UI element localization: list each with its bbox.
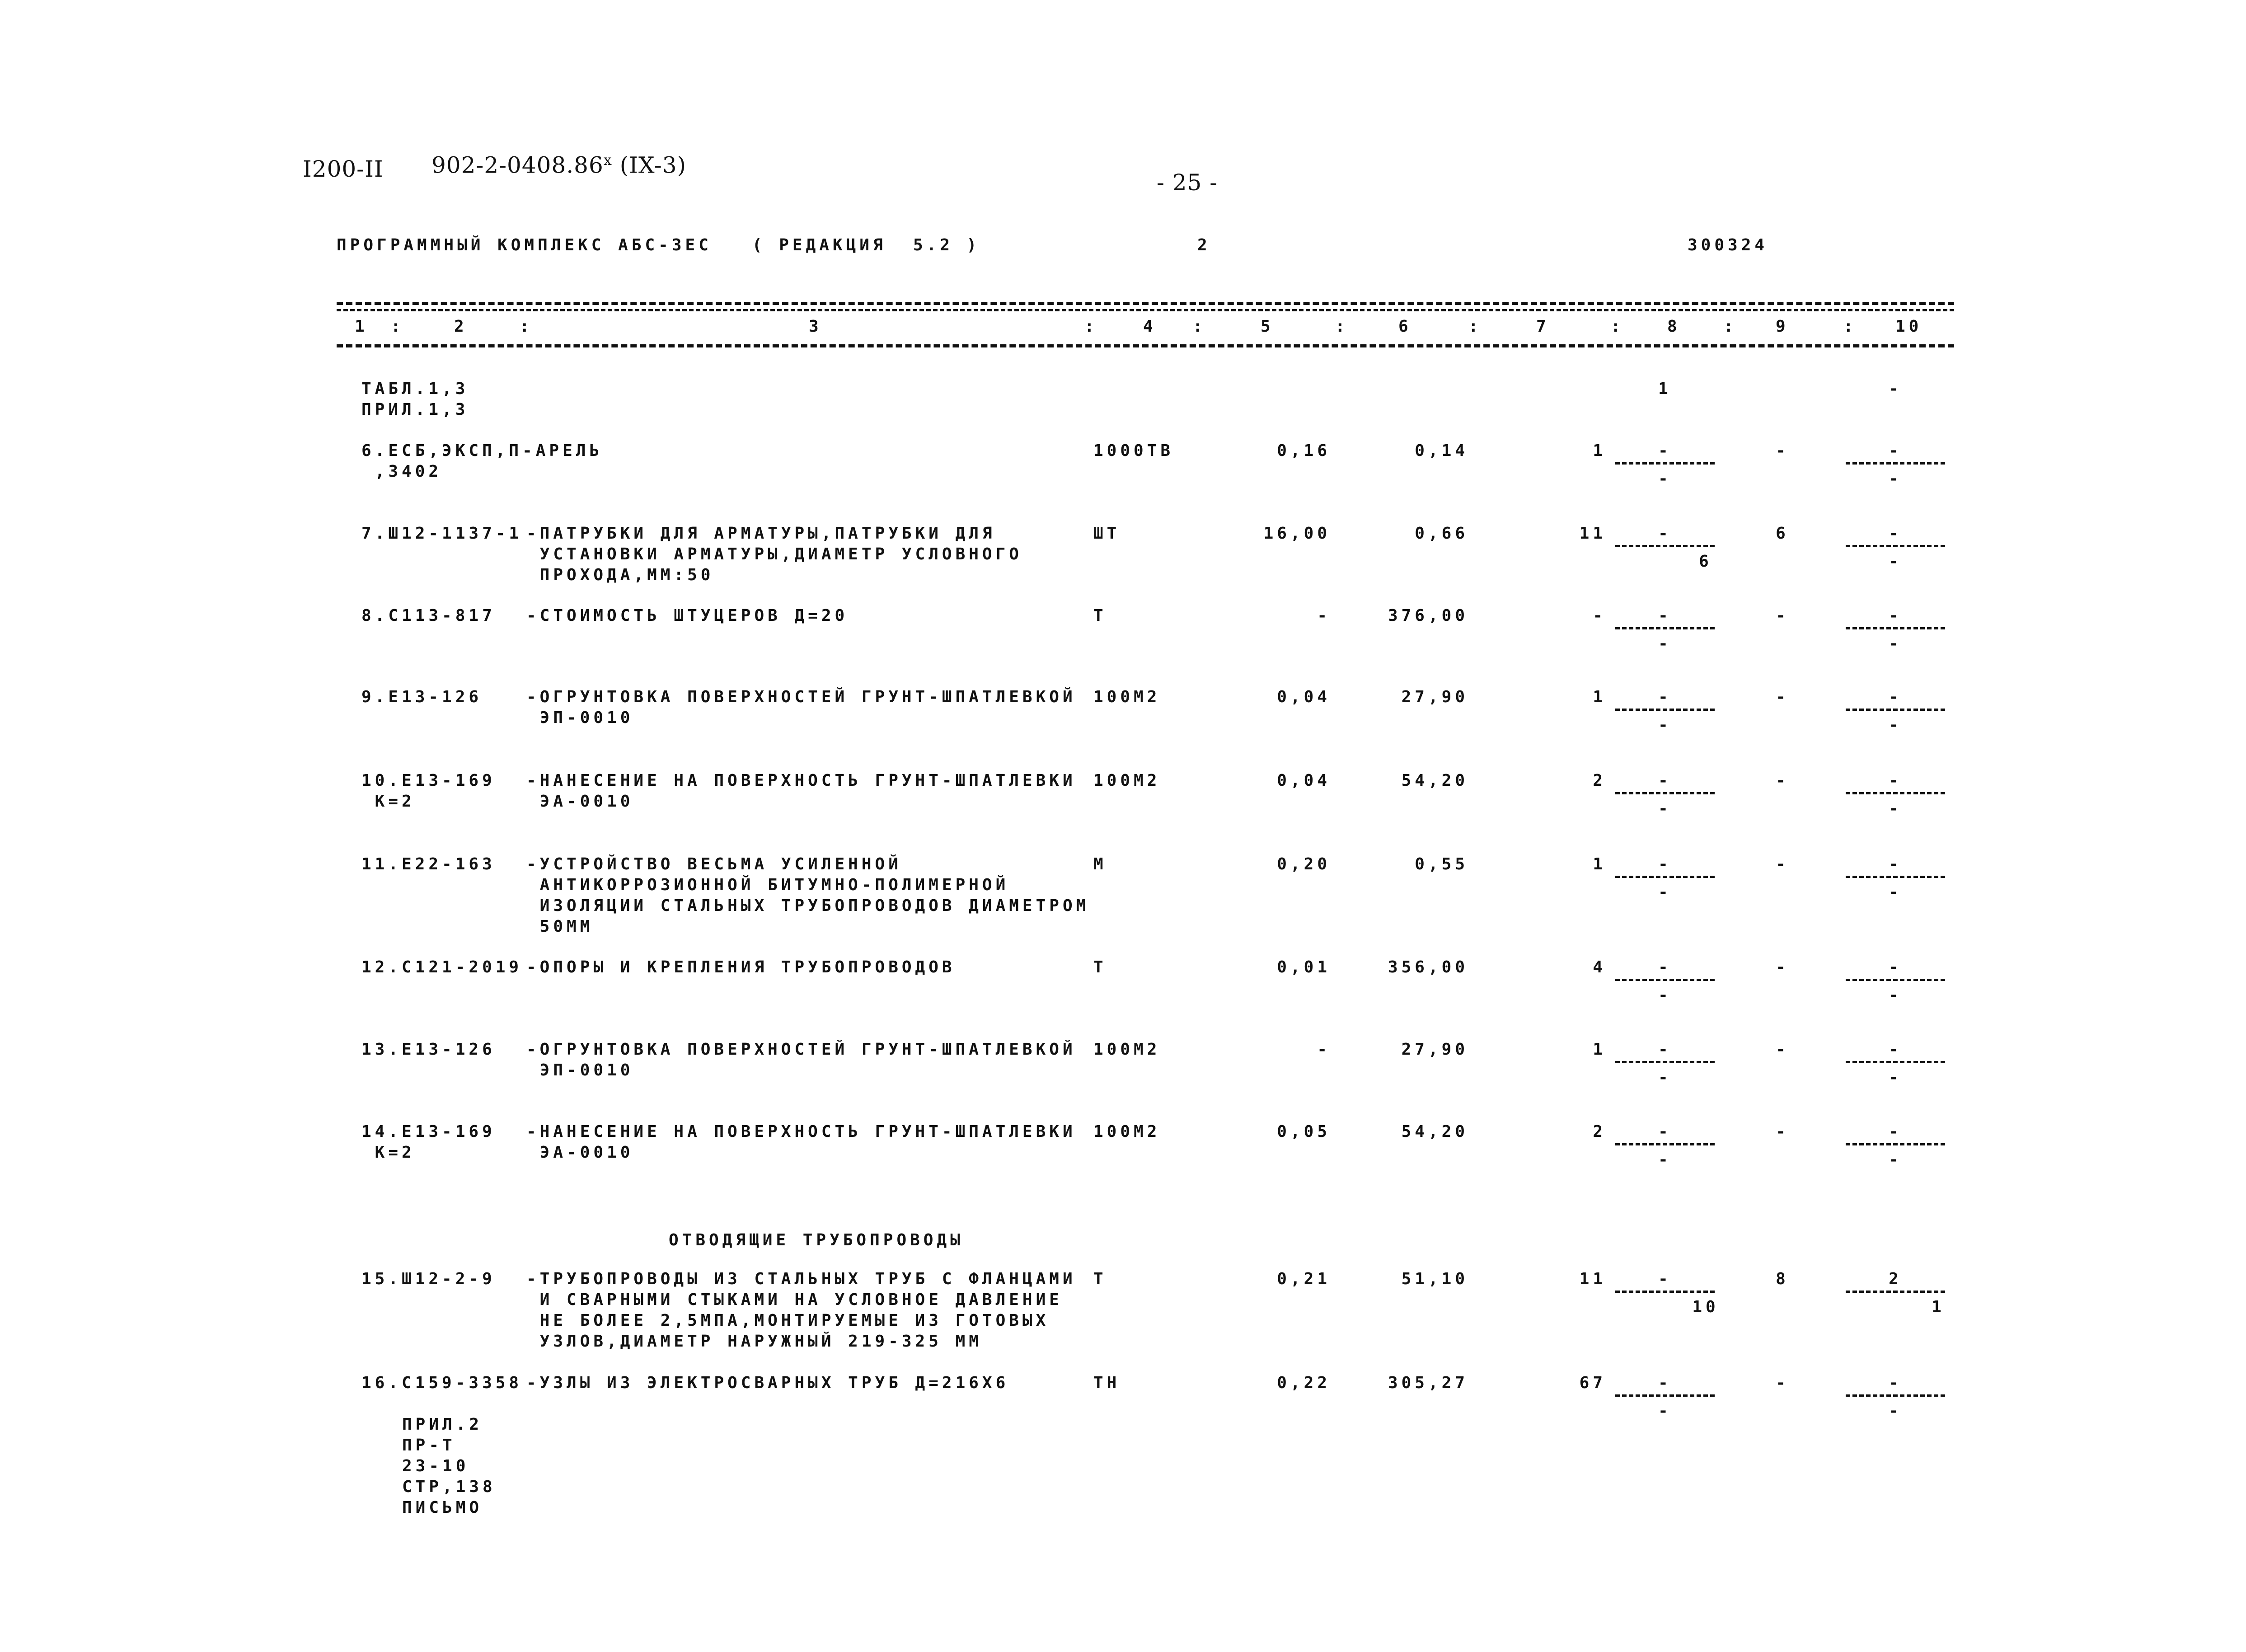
row-description: -ОГРУНТОВКА ПОВЕРХНОСТЕЙ ГРУНТ-ШПАТЛЕВКОЙ <box>526 688 1076 706</box>
row-col5: 0,16 <box>1277 441 1331 460</box>
row-description: ЭА-0010 <box>526 792 634 811</box>
row-col8-top: - <box>1658 1374 1672 1392</box>
row-col9: - <box>1776 958 1789 976</box>
row-col9: 6 <box>1776 524 1789 543</box>
fraction-line-col8 <box>1615 709 1715 711</box>
row-code: ПРИЛ.1,3 <box>361 400 469 419</box>
row-col9: - <box>1776 771 1789 790</box>
row-col8-top: - <box>1658 958 1672 976</box>
row-description: И СВАРНЫМИ СТЫКАМИ НА УСЛОВНОЕ ДАВЛЕНИЕ <box>526 1291 1063 1309</box>
row-description: -ПАТРУБКИ ДЛЯ АРМАТУРЫ,ПАТРУБКИ ДЛЯ <box>526 524 996 543</box>
row-col7: 1 <box>1593 1040 1606 1059</box>
footer-note: ПР-Т <box>402 1436 456 1455</box>
row-unit: 100М2 <box>1093 688 1161 706</box>
row-col8-bottom: - <box>1658 469 1672 488</box>
row-col8-bottom: - <box>1658 1150 1672 1169</box>
row-col5: - <box>1317 606 1331 625</box>
row-col8-top: - <box>1658 1270 1672 1288</box>
row-col10-bottom: - <box>1889 1068 1902 1087</box>
fraction-line-col10 <box>1846 792 1945 794</box>
fraction-line-col8 <box>1615 545 1715 547</box>
row-description: -УЗЛЫ ИЗ ЭЛЕКТРОСВАРНЫХ ТРУБ Д=216Х6 <box>526 1374 1009 1392</box>
row-col6: 51,10 <box>1401 1270 1468 1288</box>
table-top-rule-2 <box>337 309 1954 311</box>
row-code: 7.Ш12-1137-1 <box>361 524 523 543</box>
column-header-1: 1 <box>355 317 368 336</box>
row-col10-top: - <box>1889 1122 1902 1141</box>
row-col8-bottom: - <box>1658 716 1672 734</box>
column-separator: : <box>520 317 533 336</box>
column-header-8: 8 <box>1667 317 1681 336</box>
row-col8-top: 1 <box>1658 380 1672 398</box>
page-number: - 25 - <box>1157 169 1218 196</box>
column-header-6: 6 <box>1398 317 1412 336</box>
row-col7: 2 <box>1593 1122 1606 1141</box>
column-separator: : <box>1843 317 1857 336</box>
row-col7: 1 <box>1593 855 1606 873</box>
row-col9: - <box>1776 1040 1789 1059</box>
row-description: УСТАНОВКИ АРМАТУРЫ,ДИАМЕТР УСЛОВНОГО <box>526 545 1022 563</box>
row-description: ЭП-0010 <box>526 1061 634 1079</box>
row-col7: 67 <box>1579 1374 1606 1392</box>
column-separator: : <box>1335 317 1349 336</box>
row-col6: 376,00 <box>1388 606 1468 625</box>
fraction-line-col8 <box>1615 1394 1715 1397</box>
row-col8-top: - <box>1658 1040 1672 1059</box>
row-col8-top: - <box>1658 1122 1672 1141</box>
row-code: К=2 <box>361 792 415 811</box>
row-col10-top: - <box>1889 958 1902 976</box>
fraction-line-col8 <box>1615 1061 1715 1063</box>
row-col5: 0,21 <box>1277 1270 1331 1288</box>
row-description: 50ММ <box>526 917 594 936</box>
row-description: НЕ БОЛЕЕ 2,5МПА,МОНТИРУЕМЫЕ ИЗ ГОТОВЫХ <box>526 1311 1050 1330</box>
row-col10-bottom: - <box>1889 634 1902 653</box>
row-unit: 1000ТВ <box>1093 441 1174 460</box>
column-header-3: 3 <box>809 317 822 336</box>
row-col6: 0,14 <box>1415 441 1468 460</box>
row-col5: 0,04 <box>1277 688 1331 706</box>
fraction-line-col8 <box>1615 1291 1715 1293</box>
row-code: 15.Ш12-2-9 <box>361 1270 496 1288</box>
row-col5: 0,04 <box>1277 771 1331 790</box>
row-col9: 8 <box>1776 1270 1789 1288</box>
row-col7: 2 <box>1593 771 1606 790</box>
row-code: К=2 <box>361 1143 415 1162</box>
document-number <box>431 151 686 178</box>
row-col10-bottom: - <box>1889 716 1902 734</box>
column-header-4: 4 <box>1143 317 1157 336</box>
row-col6: 356,00 <box>1388 958 1468 976</box>
row-code: 6.ЕСБ,ЭКСП,П-АРЕЛЬ <box>361 441 603 460</box>
sheet-code: I200-II <box>303 156 384 182</box>
row-col7: 1 <box>1593 441 1606 460</box>
row-description: -ТРУБОПРОВОДЫ ИЗ СТАЛЬНЫХ ТРУБ С ФЛАНЦАМИ <box>526 1270 1076 1288</box>
column-separator: : <box>1193 317 1206 336</box>
column-header-7: 7 <box>1536 317 1550 336</box>
doc-number-part: (IX-3) <box>619 152 687 178</box>
row-col8-bottom: - <box>1658 986 1672 1004</box>
row-col8-top: - <box>1658 606 1672 625</box>
footer-note: ПИСЬМО <box>402 1498 483 1517</box>
row-col10-top: - <box>1889 1040 1902 1059</box>
row-code: ,3402 <box>361 462 442 481</box>
row-unit: Т <box>1093 958 1107 976</box>
row-code: 14.Е13-169 <box>361 1122 496 1141</box>
row-col5: 0,20 <box>1277 855 1331 873</box>
row-col5: 0,05 <box>1277 1122 1331 1141</box>
fraction-line-col8 <box>1615 979 1715 981</box>
fraction-line-col10 <box>1846 462 1945 465</box>
fraction-line-col10 <box>1846 545 1945 547</box>
fraction-line-col10 <box>1846 1291 1945 1293</box>
row-col9: - <box>1776 855 1789 873</box>
fraction-line-col10 <box>1846 1143 1945 1145</box>
fraction-line-col8 <box>1615 792 1715 794</box>
row-description: -УСТРОЙСТВО ВЕСЬМА УСИЛЕННОЙ <box>526 855 902 873</box>
fraction-line-col8 <box>1615 1143 1715 1145</box>
row-col10-top: - <box>1889 524 1902 543</box>
row-code: 8.С113-817 <box>361 606 496 625</box>
column-separator: : <box>1724 317 1737 336</box>
row-code: 12.С121-2019 <box>361 958 523 976</box>
row-unit: М <box>1093 855 1107 873</box>
row-col7: 4 <box>1593 958 1606 976</box>
row-col8-bottom: 10 <box>1692 1298 1719 1316</box>
row-unit: ТН <box>1093 1374 1121 1392</box>
row-col8-bottom: - <box>1658 883 1672 901</box>
row-description: ИЗОЛЯЦИИ СТАЛЬНЫХ ТРУБОПРОВОДОВ ДИАМЕТРОМ <box>526 896 1090 915</box>
row-col5: 0,01 <box>1277 958 1331 976</box>
column-header-2: 2 <box>454 317 468 336</box>
row-unit: 100М2 <box>1093 771 1161 790</box>
section-title: ОТВОДЯЩИЕ ТРУБОПРОВОДЫ <box>669 1231 964 1249</box>
row-col8-bottom: - <box>1658 634 1672 653</box>
fraction-line-col10 <box>1846 627 1945 629</box>
row-col6: 0,66 <box>1415 524 1468 543</box>
row-col8-top: - <box>1658 441 1672 460</box>
row-unit: Т <box>1093 1270 1107 1288</box>
row-col8-top: - <box>1658 771 1672 790</box>
row-col5: 0,22 <box>1277 1374 1331 1392</box>
row-unit: Т <box>1093 606 1107 625</box>
table-top-rule <box>337 302 1954 305</box>
row-description: ЭП-0010 <box>526 709 634 727</box>
row-code: 10.Е13-169 <box>361 771 496 790</box>
row-col9: - <box>1776 688 1789 706</box>
row-description: -НАНЕСЕНИЕ НА ПОВЕРХНОСТЬ ГРУНТ-ШПАТЛЕВКИ <box>526 1122 1076 1141</box>
column-separator: : <box>391 317 404 336</box>
doc-number-main: 902-2-0408.86 <box>431 152 604 178</box>
row-code: 13.Е13-126 <box>361 1040 496 1059</box>
row-col10-bottom: - <box>1889 986 1902 1004</box>
table-header-bottom-rule <box>337 344 1954 347</box>
column-header-9: 9 <box>1776 317 1789 336</box>
fraction-line-col8 <box>1615 627 1715 629</box>
row-col9: - <box>1776 1122 1789 1141</box>
row-description: АНТИКОРРОЗИОННОЙ БИТУМНО-ПОЛИМЕРНОЙ <box>526 876 1009 894</box>
header-right-value: 300324 <box>1688 236 1768 254</box>
row-col10-bottom: - <box>1889 552 1902 571</box>
row-code: ТАБЛ.1,3 <box>361 380 469 398</box>
row-col6: 54,20 <box>1401 1122 1468 1141</box>
row-col6: 27,90 <box>1401 688 1468 706</box>
row-col7: 1 <box>1593 688 1606 706</box>
row-description: -СТОИМОСТЬ ШТУЦЕРОВ Д=20 <box>526 606 849 625</box>
row-col6: 54,20 <box>1401 771 1468 790</box>
row-col10-bottom: 1 <box>1932 1298 1945 1316</box>
fraction-line-col10 <box>1846 1061 1945 1063</box>
fraction-line-col10 <box>1846 1394 1945 1397</box>
fraction-line-col8 <box>1615 876 1715 878</box>
fraction-line-col10 <box>1846 979 1945 981</box>
footer-note: СТР,138 <box>402 1478 496 1496</box>
row-col5: 16,00 <box>1263 524 1331 543</box>
footer-note: 23-10 <box>402 1457 469 1475</box>
fraction-line-col8 <box>1615 462 1715 465</box>
row-col8-bottom: - <box>1658 1402 1672 1420</box>
row-col9: - <box>1776 1374 1789 1392</box>
row-col7: - <box>1593 606 1606 625</box>
row-col10-bottom: - <box>1889 469 1902 488</box>
row-col8-top: - <box>1658 688 1672 706</box>
row-description: -ОГРУНТОВКА ПОВЕРХНОСТЕЙ ГРУНТ-ШПАТЛЕВКОЙ <box>526 1040 1076 1059</box>
row-col10-bottom: - <box>1889 1150 1902 1169</box>
row-unit: 100М2 <box>1093 1122 1161 1141</box>
row-col10-top: 2 <box>1889 1270 1902 1288</box>
row-col8-top: - <box>1658 524 1672 543</box>
row-unit: 100М2 <box>1093 1040 1161 1059</box>
row-description: УЗЛОВ,ДИАМЕТР НАРУЖНЫЙ 219-325 ММ <box>526 1332 982 1351</box>
row-description: ПРОХОДА,ММ:50 <box>526 566 714 584</box>
row-col8-top: - <box>1658 855 1672 873</box>
column-separator: : <box>1084 317 1098 336</box>
row-col9: - <box>1776 606 1789 625</box>
row-col8-bottom: 6 <box>1699 552 1712 571</box>
header-mid-value: 2 <box>1197 236 1211 254</box>
doc-number-sup: x <box>603 151 612 169</box>
row-code: 9.Е13-126 <box>361 688 483 706</box>
row-col8-bottom: - <box>1658 1068 1672 1087</box>
program-title: ПРОГРАММНЫЙ КОМПЛЕКС АБС-3ЕС ( РЕДАКЦИЯ 5.2 ) <box>337 236 980 254</box>
row-col6: 305,27 <box>1388 1374 1468 1392</box>
row-col6: 27,90 <box>1401 1040 1468 1059</box>
column-header-10: 10 <box>1895 317 1922 336</box>
column-separator: : <box>1468 317 1482 336</box>
fraction-line-col10 <box>1846 876 1945 878</box>
row-col10-bottom: - <box>1889 799 1902 818</box>
row-col10-top: - <box>1889 771 1902 790</box>
row-col10-top: - <box>1889 688 1902 706</box>
row-col5: - <box>1317 1040 1331 1059</box>
column-separator: : <box>1611 317 1624 336</box>
row-col8-bottom: - <box>1658 799 1672 818</box>
row-description: ЭА-0010 <box>526 1143 634 1162</box>
row-col6: 0,55 <box>1415 855 1468 873</box>
row-description: -НАНЕСЕНИЕ НА ПОВЕРХНОСТЬ ГРУНТ-ШПАТЛЕВКИ <box>526 771 1076 790</box>
row-col10-top: - <box>1889 380 1902 398</box>
row-col10-bottom: - <box>1889 883 1902 901</box>
row-col10-top: - <box>1889 855 1902 873</box>
row-unit: ШТ <box>1093 524 1121 543</box>
row-col10-bottom: - <box>1889 1402 1902 1420</box>
footer-note: ПРИЛ.2 <box>402 1415 483 1434</box>
column-header-5: 5 <box>1261 317 1274 336</box>
row-code: 11.Е22-163 <box>361 855 496 873</box>
row-col10-top: - <box>1889 441 1902 460</box>
row-col7: 11 <box>1579 524 1606 543</box>
row-description: -ОПОРЫ И КРЕПЛЕНИЯ ТРУБОПРОВОДОВ <box>526 958 956 976</box>
row-col9: - <box>1776 441 1789 460</box>
row-code: 16.С159-3358 <box>361 1374 523 1392</box>
fraction-line-col10 <box>1846 709 1945 711</box>
row-col7: 11 <box>1579 1270 1606 1288</box>
row-col10-top: - <box>1889 1374 1902 1392</box>
row-col10-top: - <box>1889 606 1902 625</box>
